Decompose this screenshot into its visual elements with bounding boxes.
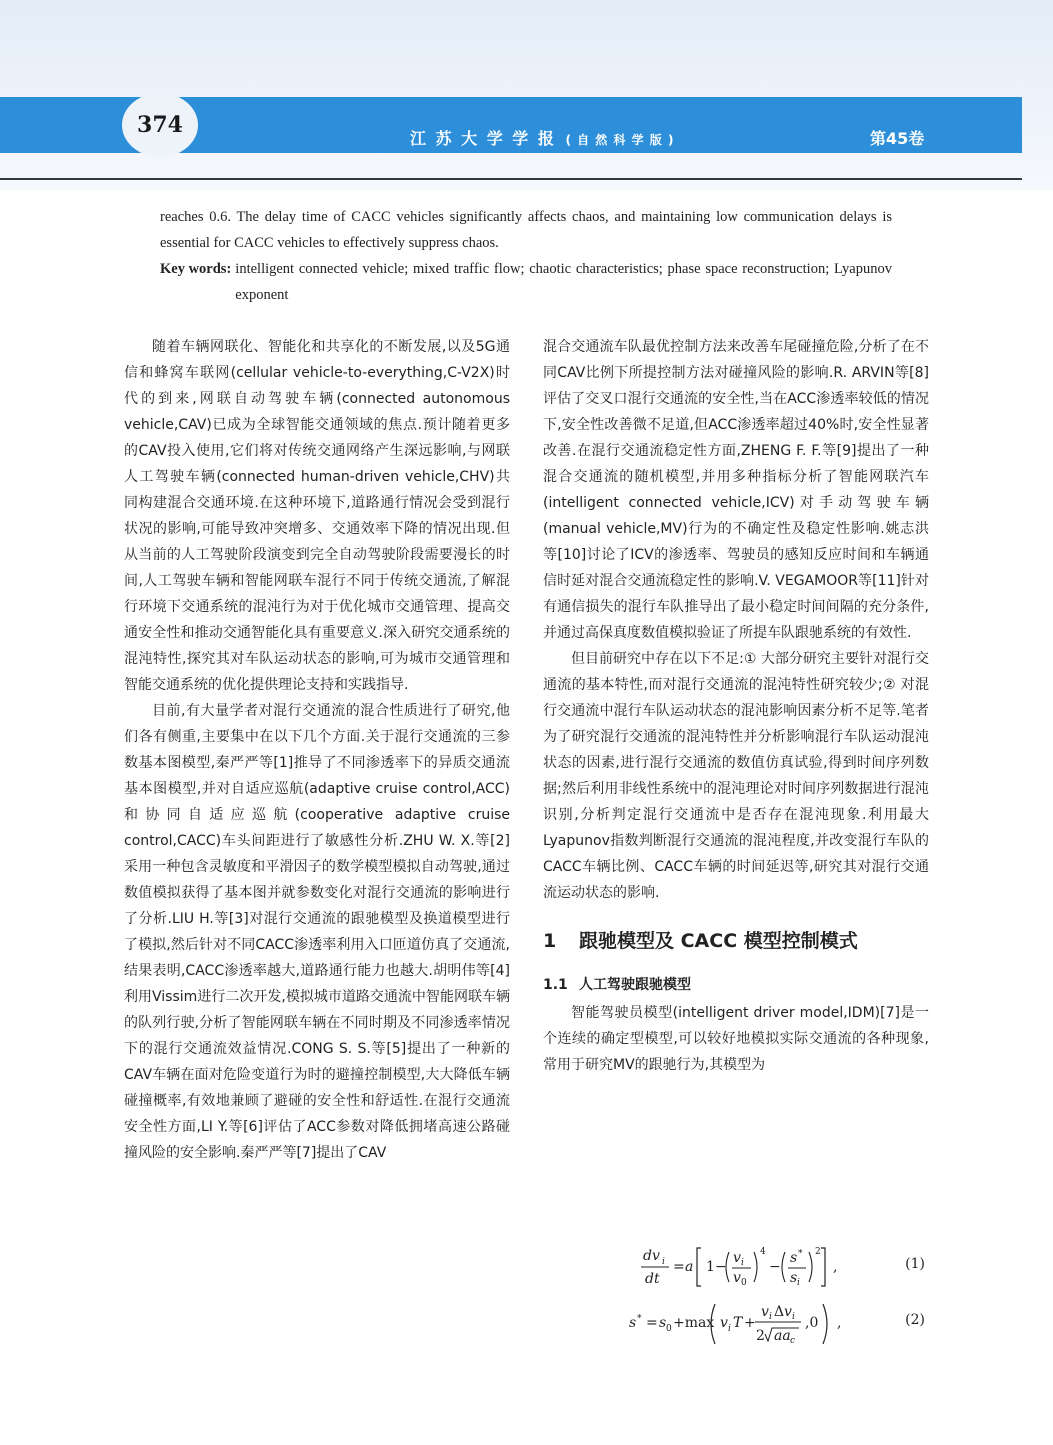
svg-text:1−: 1−	[706, 1259, 727, 1275]
svg-text:i: i	[741, 1258, 744, 1268]
equation-1-number: (1)	[905, 1256, 925, 1272]
abstract-continuation: reaches 0.6. The delay time of CACC vehicles significantly affects chaos, and maintaining low communication delays is essential for CACC vehicles to effectively suppress chaos.	[160, 209, 892, 251]
svg-text:,0: ,0	[805, 1315, 819, 1331]
svg-text:2: 2	[756, 1328, 765, 1344]
journal-title	[410, 126, 674, 149]
abstract-block	[160, 204, 892, 308]
paragraph-intro: 随着车辆网联化、智能化和共享化的不断发展,以及5G通信和蜂窝车联网(cellular vehicle-to-everything,C-V2X)时代的到来,网联自动驾驶车辆(connected autonomous vehicle,CAV)已成为全球智能交通领域的焦点.预计随着更多的CAV投入使用,它们将对传统交通网络产生深远影响,与网联人工驾驶车辆(connected human-driven vehicle,CHV)共同构建混合交通环境.在这种环境下,道路通行情况会受到混行状况的影响,可能导致冲突增多、交通效率下降的情况出现.但从当前的人工驾驶阶段演变到完全自动驾驶阶段需要漫长的时间,人工驾驶车辆和智能网联车混行不同于传统交通流,了解混行环境下交通系统的混沌行为对于优化城市交通管理、提高交通安全性和推动交通智能化具有重要意义.深入研究交通系统的混沌特性,探究其对车队运动状态的影响,可为城市交通管理和智能交通系统的优化提供理论支持和实践指导.	[124, 339, 510, 693]
section-title: 跟驰模型及 CACC 模型控制模式	[579, 930, 858, 952]
svg-text:i: i	[792, 1312, 795, 1322]
svg-text:,: ,	[837, 1315, 842, 1331]
svg-text:i: i	[728, 1324, 731, 1334]
volume-label: 第45卷	[870, 129, 925, 148]
svg-text:v: v	[761, 1304, 769, 1320]
svg-text:v: v	[784, 1304, 792, 1320]
keywords	[160, 256, 892, 308]
svg-text:s: s	[629, 1315, 637, 1331]
svg-text:=: =	[646, 1315, 658, 1331]
svg-text:dt: dt	[645, 1271, 660, 1287]
svg-text:−: −	[769, 1259, 781, 1275]
paragraph-idm: 智能驾驶员模型(intelligent driver model,IDM)[7]是一个连续的确定型模型,可以较好地模拟实际交通流的各种现象,常用于研究MV的跟驰行为,其模型为	[543, 1005, 929, 1073]
svg-text:a: a	[685, 1259, 694, 1275]
equation-2-formula	[543, 1296, 873, 1350]
header-divider	[0, 178, 1022, 180]
paragraph-related-work-cont: 混合交通流车队最优控制方法来改善车尾碰撞危险,分析了在不同CAV比例下所提控制方法对碰撞风险的影响.R. ARVIN等[8]评估了交叉口混行交通流的安全性,当在ACC渗透率较低的情况下,安全性改善微不足道,但ACC渗透率超过40%时,安全性显著改善.在混行交通流稳定性方面,ZHENG F. F.等[9]提出了一种混合交通流的随机模型,并用多种指标分析了智能网联汽车(intelligent connected vehicle,ICV)对手动驾驶车辆(manual vehicle,MV)行为的不确定性及稳定性影响.姚志洪等[10]讨论了ICV的渗透率、驾驶员的感知反应时间和车辆通信时延对混合交通流稳定性的影响.V. VEGAMOOR等[11]针对有通信损失的混行车队推导出了最小稳定时间间隔的充分条件,并通过高保真度数值模拟验证了所提车队跟驰系统的有效性.	[543, 339, 929, 641]
svg-text:s: s	[790, 1250, 798, 1266]
svg-text:=: =	[673, 1259, 685, 1275]
svg-text:0: 0	[666, 1324, 672, 1334]
keywords-text: intelligent connected vehicle; mixed traffic flow; chaotic characteristics; phase space reconstruction; Lyapunov exponent	[235, 261, 892, 303]
svg-text:0: 0	[741, 1278, 747, 1288]
svg-text:c: c	[790, 1336, 796, 1346]
svg-text:i: i	[769, 1312, 772, 1322]
svg-text:dv: dv	[643, 1248, 660, 1264]
svg-text:4: 4	[760, 1247, 766, 1257]
equation-1-formula	[543, 1240, 873, 1292]
svg-text:aa: aa	[774, 1328, 791, 1344]
paragraph-gaps: 但目前研究中存在以下不足:① 大部分研究主要针对混行交通流的基本特性,而对混行交通流的混沌特性研究较少;② 对混行交通流中混行车队运动状态的混沌影响因素分析不足等.笔者为了研究混行交通流的混沌特性并分析影响混行车队运动混沌状态的因素,进行混行交通流的数值仿真试验,得到时间序列数据;然后利用非线性系统中的混沌理论对时间序列数据进行混沌识别,分析判定混行交通流中是否存在混沌现象.利用最大Lyapunov指数判断混行交通流的混沌程度,并改变混行车队的CACC车辆比例、CACC车辆的时间延迟等,研究其对混行交通流运动状态的影响.	[543, 651, 929, 901]
page-number: 374	[122, 93, 198, 157]
subsection-number: 1.1	[543, 977, 568, 993]
svg-text:+: +	[744, 1315, 756, 1331]
equation-1	[543, 1240, 929, 1290]
svg-text:*: *	[637, 1314, 642, 1324]
subsection-heading	[543, 972, 929, 998]
svg-text:*: *	[798, 1249, 803, 1259]
svg-text:i: i	[662, 1257, 665, 1267]
equation-2	[543, 1296, 929, 1346]
equation-2-number: (2)	[905, 1312, 925, 1328]
svg-text:+max: +max	[673, 1315, 715, 1331]
subsection-title: 人工驾驶跟驰模型	[579, 977, 691, 993]
paragraph-related-work: 目前,有大量学者对混行交通流的混合性质进行了研究,他们各有侧重,主要集中在以下几个方面.关于混行交通流的三参数基本图模型,秦严严等[1]推导了不同渗透率下的异质交通流基本图模型,并对自适应巡航(adaptive cruise control,ACC)和协同自适应巡航(cooperative adaptive cruise control,CACC)车头间距进行了敏感性分析.ZHU W. X.等[2]采用一种包含灵敏度和平滑因子的数学模型模拟自动驾驶,通过数值模拟获得了基本图并就参数变化对混行交通流的影响进行了分析.LIU H.等[3]对混行交通流的跟驰模型及换道模型进行了模拟,然后针对不同CACC渗透率利用入口匝道仿真了交通流,结果表明,CACC渗透率越大,道路通行能力也越大.胡明伟等[4]利用Vissim进行二次开发,模拟城市道路交通流中智能网联车辆的队列行驶,分析了智能网联车辆在不同时期及不同渗透率情况下的混行交通流效益情况.CONG S. S.等[5]提出了一种新的CAV车辆在面对危险变道行为时的避撞控制模型,大大降低车辆碰撞概率,有效地兼顾了避碰的安全性和舒适性.在混行交通流安全性方面,LI Y.等[6]评估了ACC参数对降低拥堵高速公路碰撞风险的安全影响.秦严严等[7]提出了CAV	[124, 703, 510, 1161]
svg-text:s: s	[659, 1315, 667, 1331]
svg-text:s: s	[790, 1270, 798, 1286]
svg-text:T: T	[733, 1315, 743, 1331]
left-column	[124, 334, 510, 1166]
svg-text:i: i	[797, 1278, 800, 1288]
svg-text:2: 2	[815, 1247, 821, 1257]
svg-text:v: v	[720, 1315, 728, 1331]
section-heading	[543, 928, 929, 954]
svg-text:,: ,	[833, 1259, 838, 1275]
section-number: 1	[543, 930, 557, 952]
journal-subtitle: ( 自 然 科 学 版 )	[565, 133, 675, 147]
keywords-label: Key words:	[160, 261, 232, 277]
svg-text:v: v	[733, 1250, 741, 1266]
svg-text:v: v	[733, 1270, 741, 1286]
right-column	[543, 334, 929, 1078]
svg-text:Δ: Δ	[774, 1304, 785, 1320]
journal-name: 江 苏 大 学 学 报	[410, 129, 556, 148]
